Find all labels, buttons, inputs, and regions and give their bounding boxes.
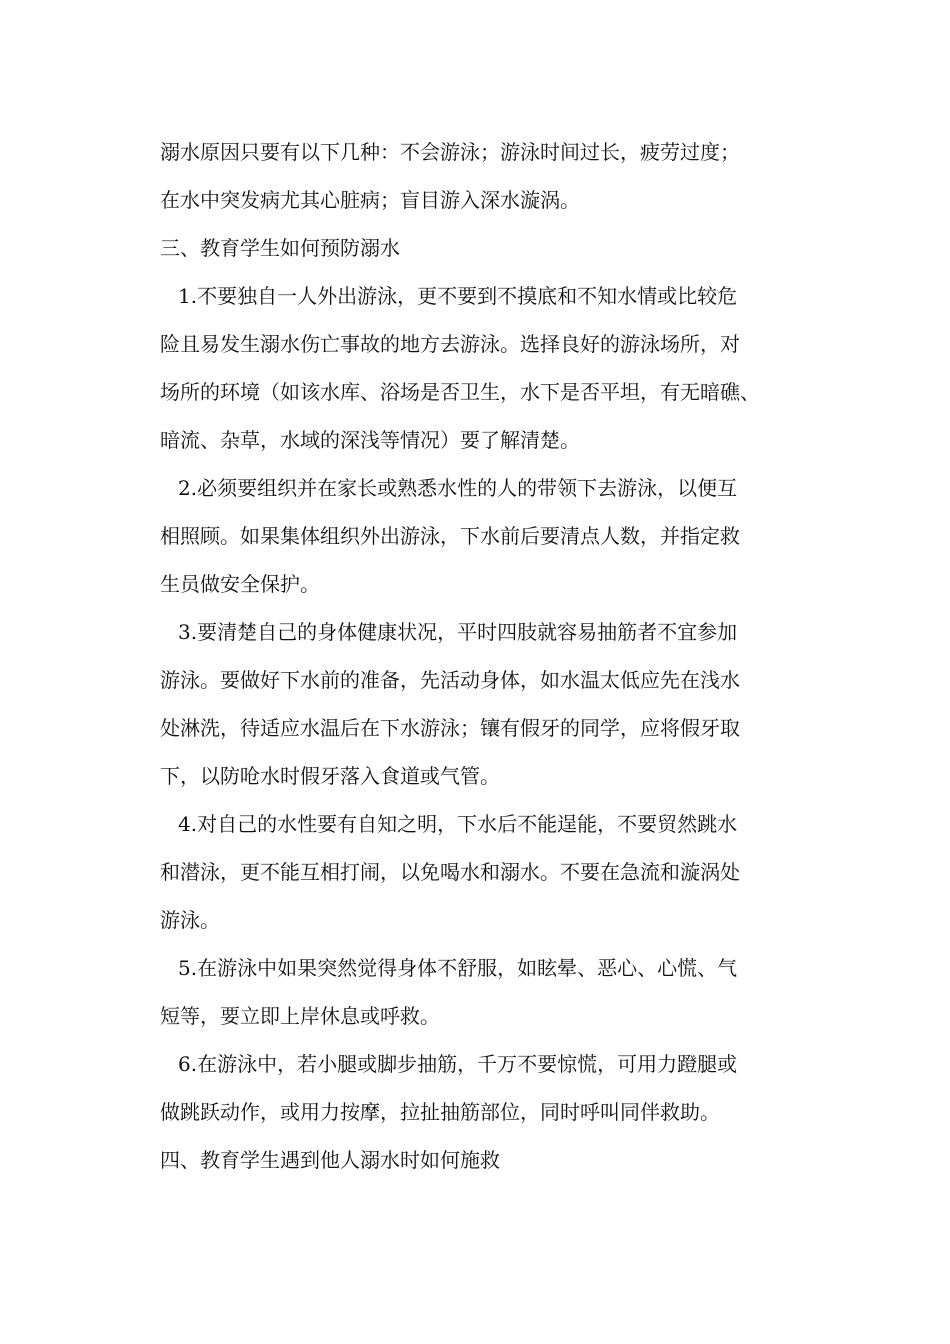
- text-line: 溺水原因只要有以下几种：不会游泳；游泳时间过长，疲劳过度；: [160, 140, 740, 164]
- heading-line: 三、教育学生如何预防溺水: [160, 236, 400, 260]
- text-line: 游泳。: [160, 908, 220, 932]
- section-heading-rescue: [160, 1136, 840, 1184]
- list-item-2: [160, 464, 840, 608]
- text-line: 3.要清楚自己的身体健康状况，平时四肢就容易抽筋者不宜参加: [178, 620, 738, 644]
- text-line: 在水中突发病尤其心脏病；盲目游入深水漩涡。: [160, 188, 580, 212]
- text-line: 和潜泳，更不能互相打闹，以免喝水和溺水。不要在急流和漩涡处: [160, 860, 740, 884]
- list-item-4: [160, 800, 840, 944]
- text-line: 做跳跃动作，或用力按摩，拉扯抽筋部位，同时呼叫同伴救助。: [160, 1100, 720, 1124]
- text-line: 2.必须要组织并在家长或熟悉水性的人的带领下去游泳，以便互: [178, 476, 738, 500]
- text-line: 场所的环境（如该水库、浴场是否卫生，水下是否平坦，有无暗礁、: [160, 380, 760, 404]
- text-line: 4.对自己的水性要有自知之明，下水后不能逞能，不要贸然跳水: [178, 812, 738, 836]
- paragraph-drowning-causes: [160, 128, 840, 224]
- text-line: 下，以防呛水时假牙落入食道或气管。: [160, 764, 500, 788]
- text-line: 生员做安全保护。: [160, 572, 320, 596]
- list-item-3: [160, 608, 840, 800]
- text-line: 险且易发生溺水伤亡事故的地方去游泳。选择良好的游泳场所，对: [160, 332, 740, 356]
- text-line: 5.在游泳中如果突然觉得身体不舒服，如眩晕、恶心、心慌、气: [178, 956, 738, 980]
- section-heading-prevention: [160, 224, 840, 272]
- list-item-5: [160, 944, 840, 1040]
- text-line: 短等，要立即上岸休息或呼救。: [160, 1004, 440, 1028]
- heading-line: 四、教育学生遇到他人溺水时如何施救: [160, 1148, 500, 1172]
- text-line: 处淋洗，待适应水温后在下水游泳；镶有假牙的同学，应将假牙取: [160, 716, 740, 740]
- text-line: 暗流、杂草，水域的深浅等情况）要了解清楚。: [160, 428, 580, 452]
- list-item-1: [160, 272, 840, 464]
- text-line: 6.在游泳中，若小腿或脚步抽筋，千万不要惊慌，可用力蹬腿或: [178, 1052, 738, 1076]
- text-line: 相照顾。如果集体组织外出游泳，下水前后要清点人数，并指定救: [160, 524, 740, 548]
- text-line: 1.不要独自一人外出游泳，更不要到不摸底和不知水情或比较危: [178, 284, 738, 308]
- list-item-6: [160, 1040, 840, 1136]
- document-body: [160, 128, 840, 1184]
- text-line: 游泳。要做好下水前的准备，先活动身体，如水温太低应先在浅水: [160, 668, 740, 692]
